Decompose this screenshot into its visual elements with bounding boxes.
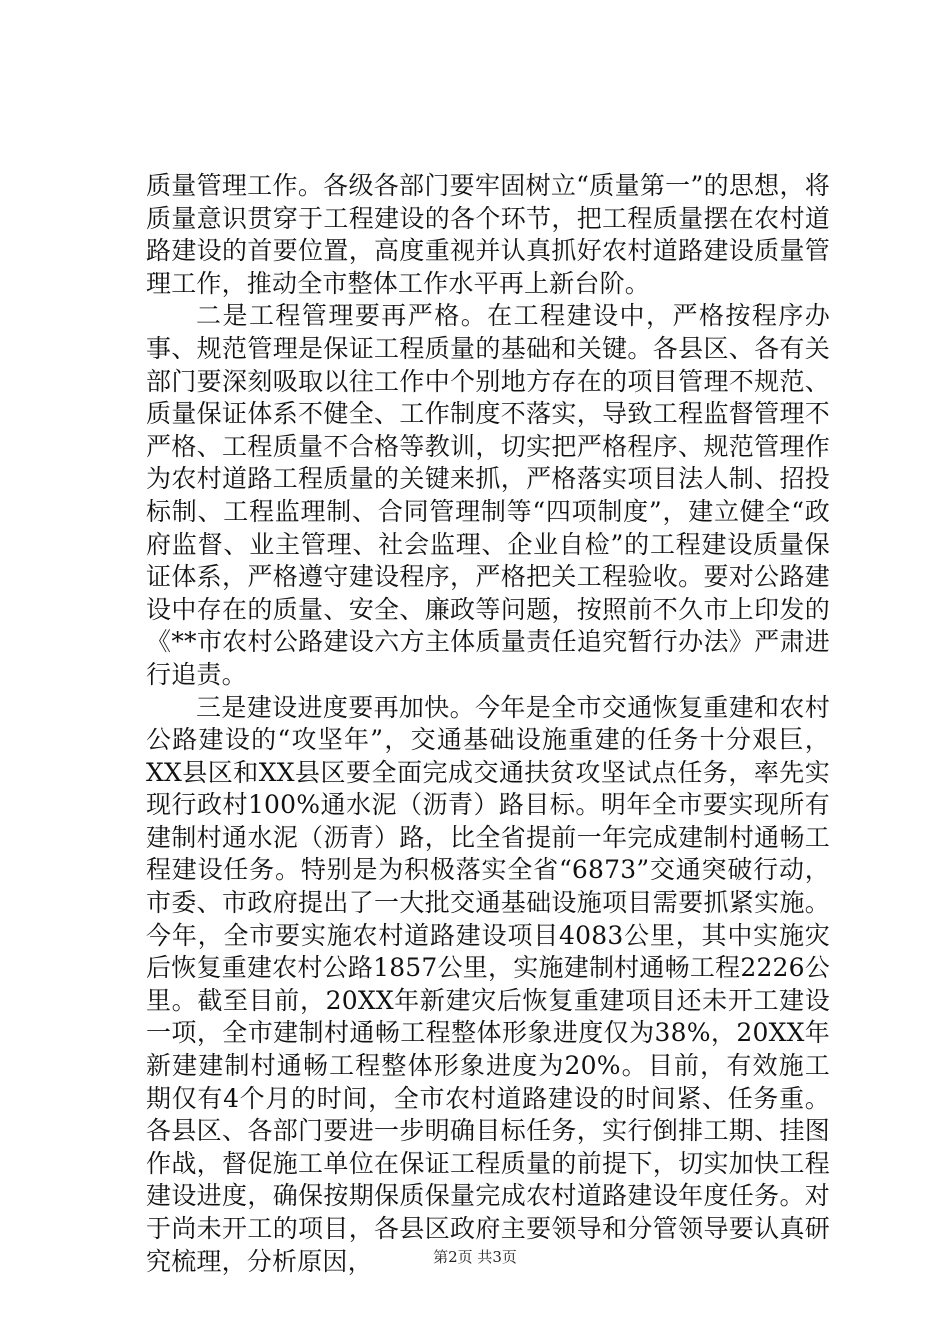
page-footer: 第2页 共3页 (433, 1248, 517, 1266)
paragraph-project-management: 二是工程管理要再严格。在工程建设中，严格按程序办事、规范管理是保证工程质量的基础和关键。各县区、各有关部门要深刻吸取以往工作中个别地方存在的项目管理不规范、质量保证体系不健全、工作制度不落实，导致工程监督管理不严格、工程质量不合格等教训，切实把严格程序、规范管理作为农村道路工程质量的关键来抓，严格落实项目法人制、招投标制、工程监理制、合同管理制等“四项制度”，建立健全“政府监督、业主管理、社会监理、企业自检”的工程建设质量保证体系，严格遵守建设程序，严格把关工程验收。要对公路建设中存在的质量、安全、廉政等问题，按照前不久市上印发的《**市农村公路建设六方主体质量责任追究暂行办法》严肃进行追责。 (146, 301, 830, 689)
paragraph-construction-progress: 三是建设进度要再加快。今年是全市交通恢复重建和农村公路建设的“攻坚年”，交通基础设施重建的任务十分艰巨，XX县区和XX县区要全面完成交通扶贫攻坚试点任务，率先实现行政村100%通水泥（沥青）路目标。明年全市要实现所有建制村通水泥（沥青）路，比全省提前一年完成建制村通畅工程建设任务。特别是为积极落实全省“6873”交通突破行动，市委、市政府提出了一大批交通基础设施项目需要抓紧实施。今年，全市要实施农村道路建设项目4083公里，其中实施灾后恢复重建农村公路1857公里，实施建制村通畅工程2226公里。截至目前，20XX年新建灾后恢复重建项目还未开工建设一项，全市建制村通畅工程整体形象进度仅为38%，20XX年新建建制村通畅工程整体形象进度为20%。目前，有效施工期仅有4个月的时间，全市农村道路建设的时间紧、任务重。各县区、各部门要进一步明确目标任务，实行倒排工期、挂图作战，督促施工单位在保证工程质量的前提下，切实加快工程建设进度，确保按期保质保量完成农村道路建设年度任务。对于尚未开工的项目，各县区政府主要领导和分管领导要认真研究梳理，分析原因， (146, 692, 830, 1276)
paragraph-quality-management: 质量管理工作。各级各部门要牢固树立“质量第一”的思想，将质量意识贯穿于工程建设的各个环节，把工程质量摆在农村道路建设的首要位置，高度重视并认真抓好农村道路建设质量管理工作，推动全市整体工作水平再上新台阶。 (146, 171, 830, 298)
document-body (146, 170, 830, 1278)
